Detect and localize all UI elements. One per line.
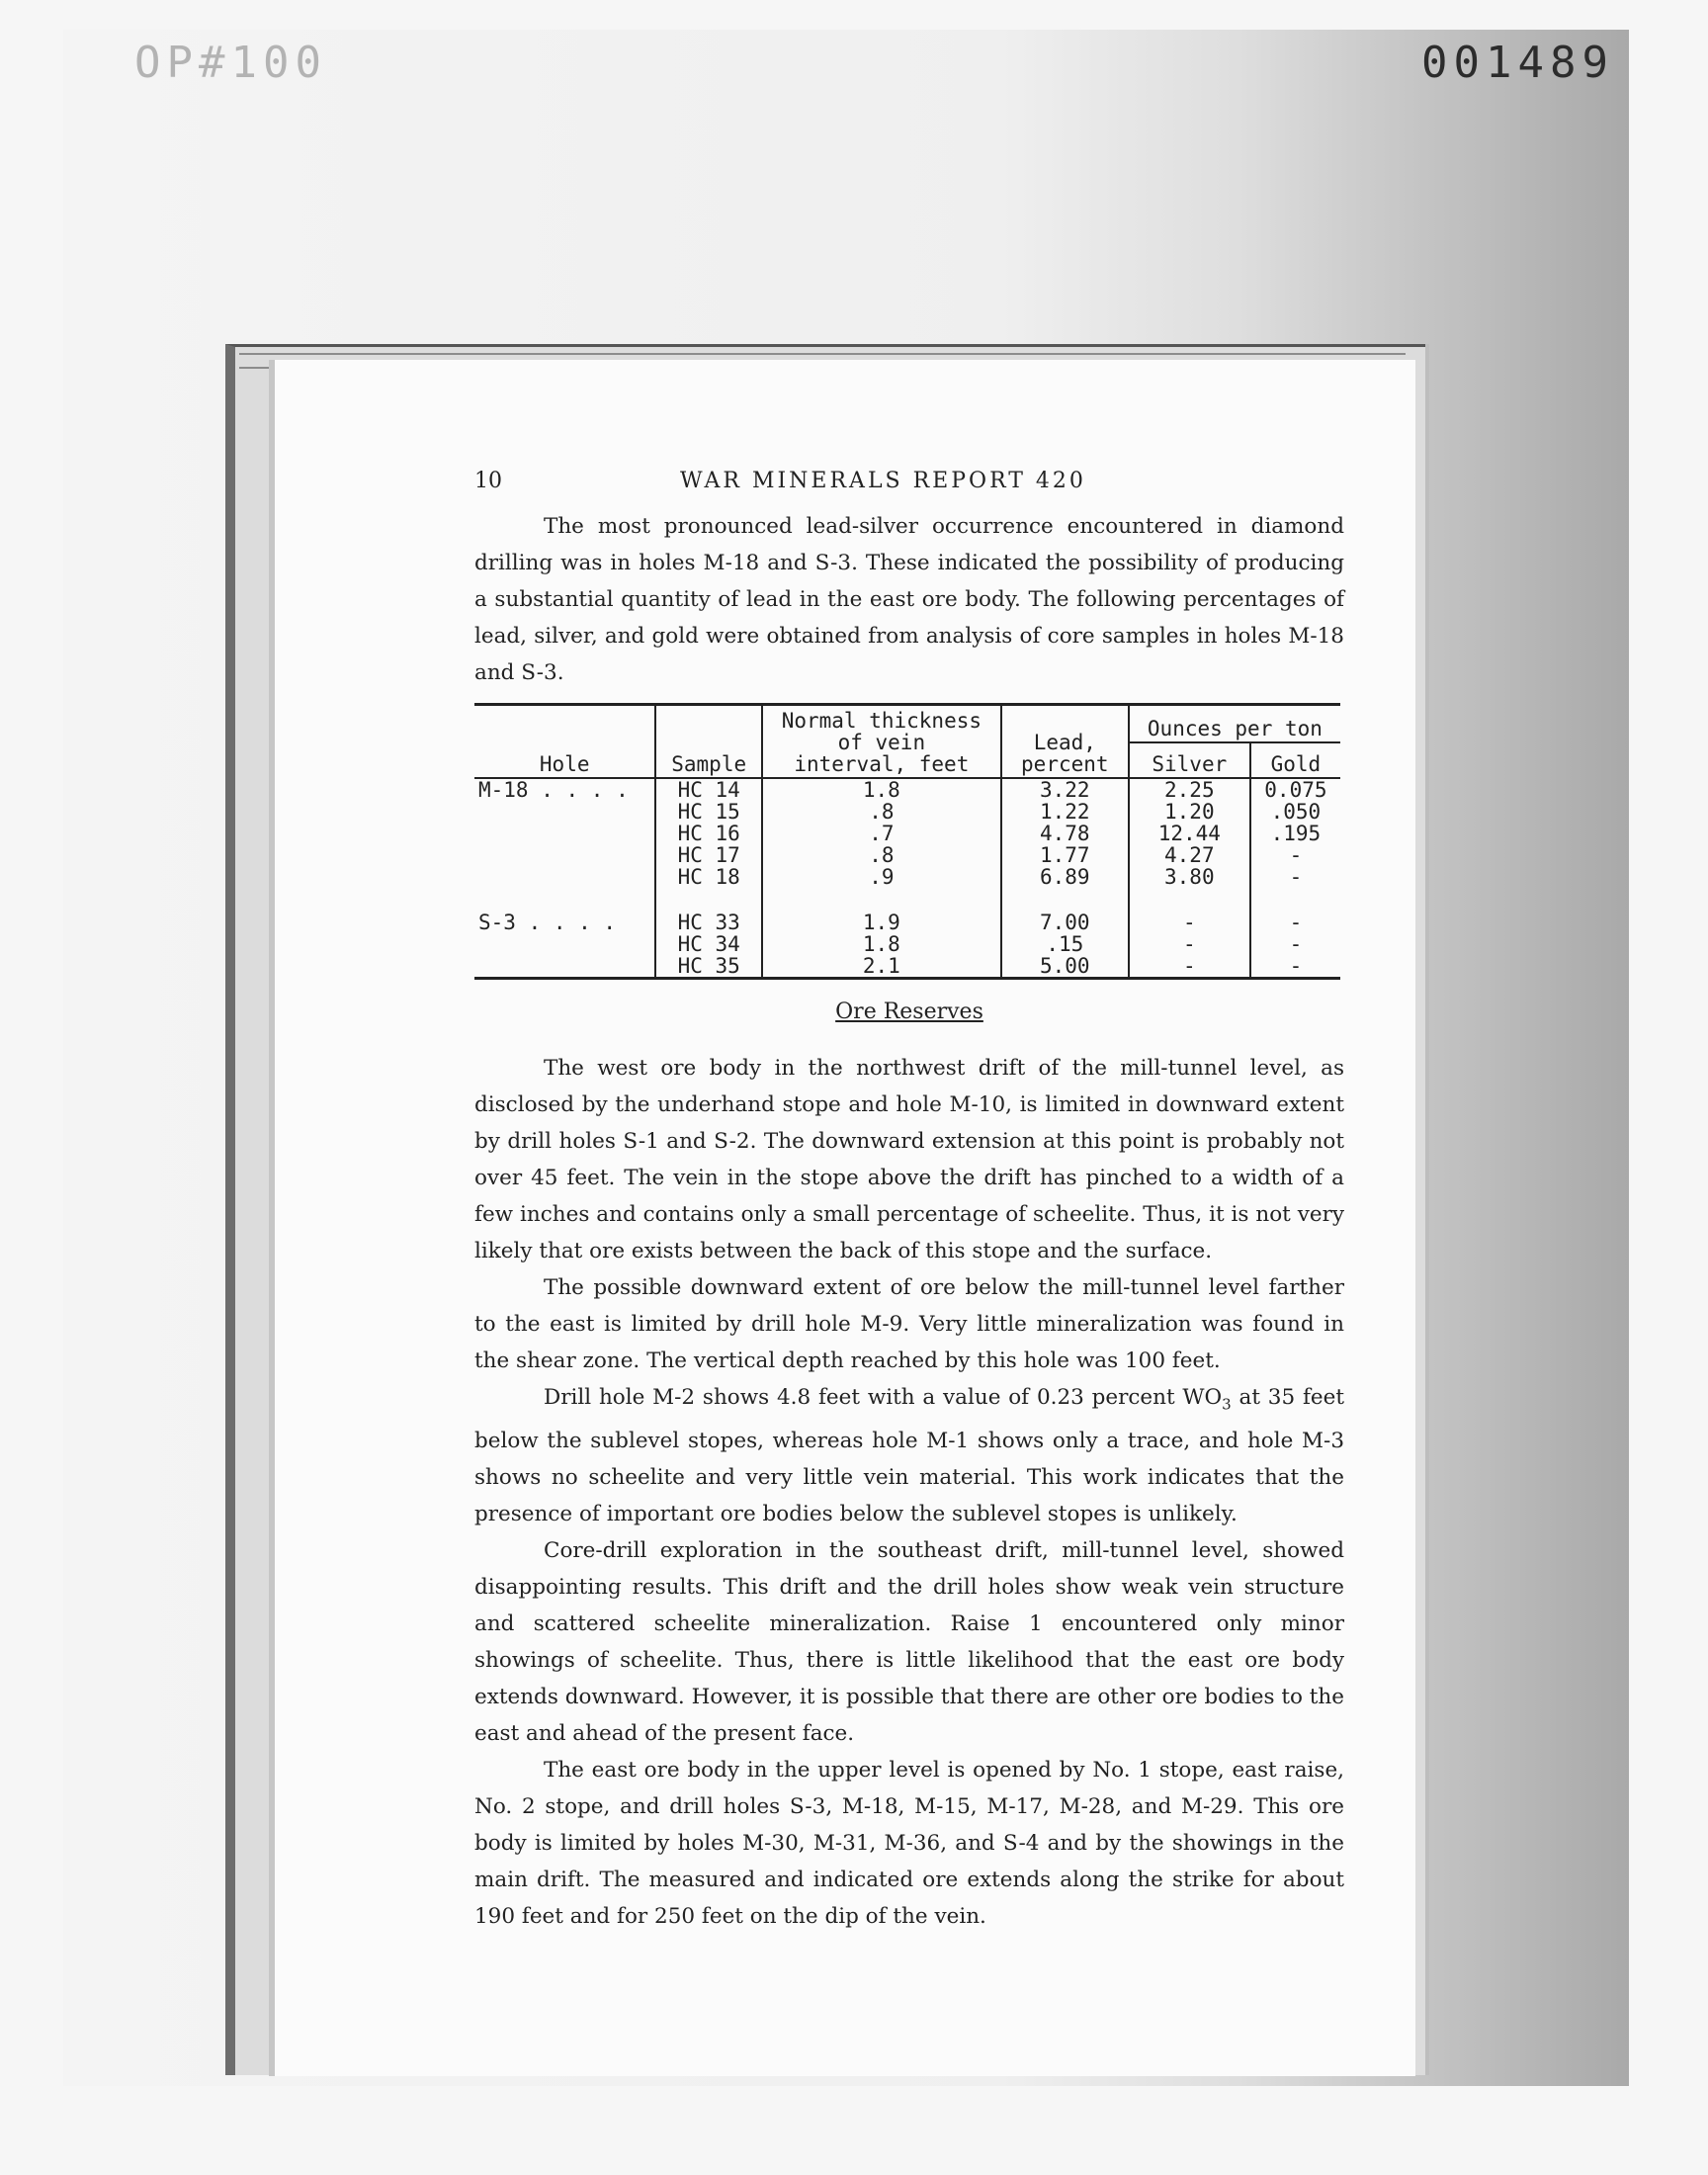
wo3-subscript: 3 — [1222, 1395, 1232, 1414]
paragraph-drill-hole-m2-part2: at 35 feet below the sublevel stopes, whereas hole M-1 shows only a trace, and hole M-3 shows no scheelite and very little vein material. This work indicates that the presence of important ore bodies below the sublevel stopes is unlikely. — [474, 1385, 1344, 1527]
cell-hole — [474, 844, 655, 866]
table-row — [474, 912, 1340, 933]
paragraph-downward-extent: The possible downward extent of ore below the mill-tunnel level farther to the east is limited by drill hole M-9. Very little mineralization was found in the shear zone. The vertical depth reached by this hole was 100 feet. — [474, 1275, 1344, 1373]
header-ounces-per-ton: Ounces per ton — [1129, 705, 1340, 743]
cell-thickness: 2.1 — [762, 955, 1001, 979]
cell-thickness: .7 — [762, 823, 1001, 844]
table-row — [474, 955, 1340, 979]
cell-silver: - — [1129, 955, 1250, 979]
cell-gold: - — [1289, 954, 1303, 978]
cell-thickness: .8 — [762, 844, 1001, 866]
cell-thickness: .9 — [762, 866, 1001, 888]
table-row — [474, 866, 1340, 888]
table-row — [474, 801, 1340, 823]
table-row — [474, 933, 1340, 955]
assay-table-wrap — [474, 703, 1344, 980]
page-content — [474, 469, 1344, 1935]
paragraph-west-ore-body: The west ore body in the northwest drift of the mill-tunnel level, as disclosed by the underhand stope and hole M-10, is limited in downward extent by drill holes S-1 and S-2. The downward extension at this point is probably not over 45 feet. The vein in the stope above the drift has pinched to a width of a few inches and contains only a small percentage of scheelite. Thus, it is not very likely that ore exists between the back of this stope and the surface. — [474, 1056, 1344, 1263]
report-title: WAR MINERALS REPORT 420 — [680, 469, 1086, 493]
cell-hole: M-18 . . . . — [474, 778, 655, 801]
cell-silver: 1.20 — [1129, 801, 1250, 823]
cell-gold: - — [1289, 911, 1303, 934]
table-row — [474, 844, 1340, 866]
header-sample: Sample — [655, 705, 762, 779]
cell-lead: .15 — [1001, 933, 1129, 955]
cell-gold: 0.075 — [1264, 778, 1327, 802]
cell-sample: HC 17 — [655, 844, 762, 866]
paragraph-east-ore-body: The east ore body in the upper level is opened by No. 1 stope, east raise, No. 2 stope, and drill holes S-3, M-18, M-15, M-17, M-28, and M-29. This ore body is limited by holes M-30, M-31, M-36, and S-4 and by the showings in the main drift. The measured and indicated ore extends along the strike for about 190 feet and for 250 feet on the dip of the vein. — [474, 1758, 1344, 1930]
archive-stamp-left: OP#100 — [134, 38, 327, 88]
cell-thickness: .8 — [762, 801, 1001, 823]
cell-lead: 6.89 — [1001, 866, 1129, 888]
cell-silver: 3.80 — [1129, 866, 1250, 888]
cell-thickness: 1.8 — [762, 778, 1001, 801]
section-title-ore-reserves: Ore Reserves — [835, 1000, 983, 1024]
cell-silver: - — [1129, 912, 1250, 933]
cell-lead: 7.00 — [1001, 912, 1129, 933]
cell-gold: .050 — [1270, 800, 1322, 824]
cell-sample: HC 35 — [655, 955, 762, 979]
cell-hole — [474, 823, 655, 844]
header-lead-line1: Lead, — [1033, 731, 1096, 754]
cell-silver: 4.27 — [1129, 844, 1250, 866]
cell-sample: HC 16 — [655, 823, 762, 844]
table-spacer-row — [474, 888, 1340, 912]
cell-sample: HC 15 — [655, 801, 762, 823]
intro-paragraph: The most pronounced lead-silver occurrence encountered in diamond drilling was in holes M-18 and S-3. These indicated the possibility of producing a substantial quantity of lead in the east ore body. The following percentages of lead, silver, and gold were obtained from analysis of core samples in holes M-18 and S-3. — [474, 514, 1344, 685]
cell-hole — [474, 866, 655, 888]
cell-silver: 12.44 — [1129, 823, 1250, 844]
header-thickness-line2: of vein — [837, 731, 926, 754]
report-page — [275, 360, 1415, 2076]
cell-gold: - — [1289, 932, 1303, 956]
header-lead-line2: percent — [1021, 752, 1109, 776]
cell-sample: HC 14 — [655, 778, 762, 801]
cell-thickness: 1.8 — [762, 933, 1001, 955]
paragraph-core-drill-exploration: Core-drill exploration in the southeast drift, mill-tunnel level, showed disappointing results. This drift and the drill holes show weak vein structure and scattered scheelite mineralization. Raise 1 encountered only minor showings of scheelite. Thus, there is little likelihood that the east ore body extends downward. However, it is possible that there are other ore bodies to the east and ahead of the present face. — [474, 1538, 1344, 1747]
cell-lead: 1.22 — [1001, 801, 1129, 823]
cell-hole — [474, 801, 655, 823]
cell-lead: 5.00 — [1001, 955, 1129, 979]
cell-hole — [474, 955, 655, 979]
cell-lead: 1.77 — [1001, 844, 1129, 866]
header-thickness — [762, 705, 1001, 779]
header-hole: Hole — [474, 705, 655, 779]
page-number: 10 — [474, 469, 502, 493]
cell-lead: 4.78 — [1001, 823, 1129, 844]
paragraph-drill-hole-m2 — [474, 1379, 1344, 1532]
cell-hole: S-3 . . . . — [474, 912, 655, 933]
header-gold: Gold — [1250, 742, 1340, 778]
cell-sample: HC 34 — [655, 933, 762, 955]
header-thickness-line1: Normal thickness — [781, 709, 982, 733]
cell-gold: .195 — [1270, 822, 1322, 845]
table-row — [474, 778, 1340, 801]
header-lead — [1001, 705, 1129, 779]
cell-gold: - — [1289, 865, 1303, 889]
cell-silver: 2.25 — [1129, 778, 1250, 801]
cell-sample: HC 18 — [655, 866, 762, 888]
cell-sample: HC 33 — [655, 912, 762, 933]
cell-hole — [474, 933, 655, 955]
paragraph-drill-hole-m2-part1: Drill hole M-2 shows 4.8 feet with a value of 0.23 percent WO — [544, 1385, 1223, 1410]
cell-silver: - — [1129, 933, 1250, 955]
header-silver: Silver — [1129, 742, 1250, 778]
table-row — [474, 823, 1340, 844]
archive-stamp-right: 001489 — [1421, 38, 1614, 88]
assay-table — [474, 703, 1340, 980]
running-head — [474, 469, 1344, 508]
cell-lead: 3.22 — [1001, 778, 1129, 801]
cell-gold: - — [1289, 843, 1303, 867]
cell-thickness: 1.9 — [762, 912, 1001, 933]
header-thickness-line3: interval, feet — [794, 752, 970, 776]
